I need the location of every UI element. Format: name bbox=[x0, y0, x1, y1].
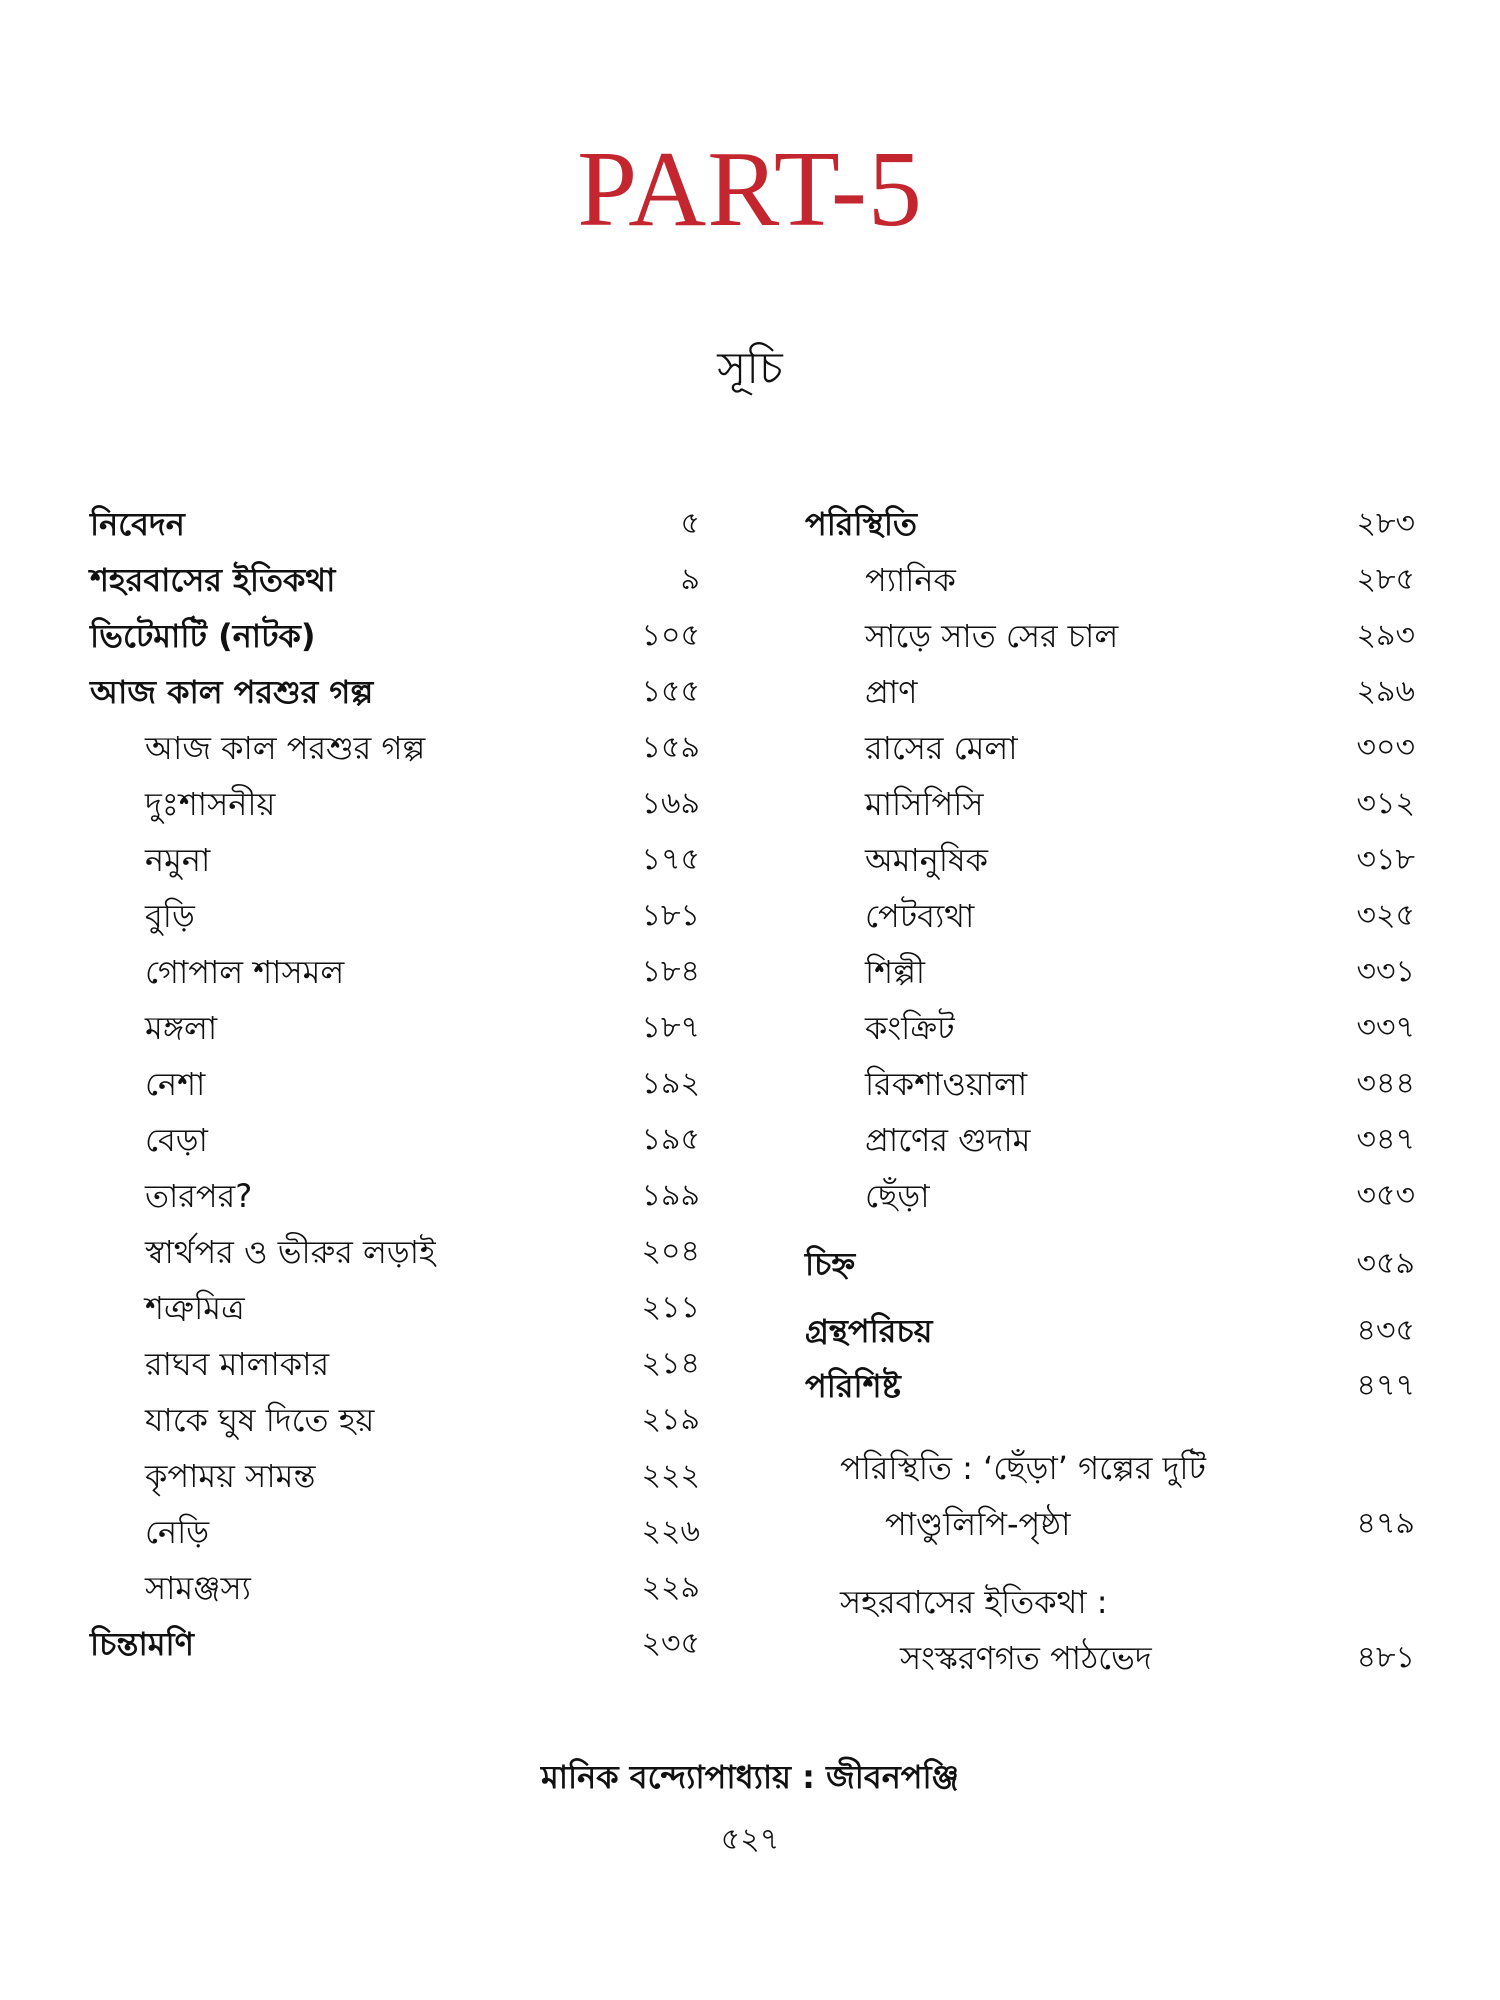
toc-entry-title[interactable]: আজ কাল পরশুর গল্প bbox=[145, 729, 426, 767]
part-title: PART-5 bbox=[577, 130, 923, 249]
toc-entry-page: ২২৬ bbox=[641, 1514, 700, 1549]
toc-entry-title[interactable]: সাড়ে সাত সের চাল bbox=[865, 617, 1119, 655]
toc-entry-page: ২০৪ bbox=[641, 1234, 700, 1269]
toc-entry-title[interactable]: নেশা bbox=[145, 1065, 206, 1103]
toc-entry-title[interactable]: নেড়ি bbox=[145, 1513, 210, 1551]
toc-entry-page: ৩১২ bbox=[1356, 786, 1415, 821]
toc-entry-title[interactable]: নমুনা bbox=[145, 841, 211, 879]
toc-entry-title[interactable]: ভিটেমাটি (নাটক) bbox=[90, 617, 316, 655]
toc-entry-title[interactable]: বুড়ি bbox=[145, 897, 195, 935]
toc-heading: সূচি bbox=[717, 343, 783, 394]
toc-entry-page: ১৮১ bbox=[641, 898, 700, 933]
toc-entry-title[interactable]: সামঞ্জস্য bbox=[145, 1569, 251, 1607]
toc-entry-title[interactable]: রাঘব মালাকার bbox=[145, 1345, 330, 1383]
toc-entry-title[interactable]: কংক্রিট bbox=[865, 1009, 955, 1047]
toc-entry-page: ২১১ bbox=[641, 1290, 700, 1325]
toc-entry-page: ১৫৯ bbox=[641, 730, 700, 765]
toc-entry-page: ২২২ bbox=[641, 1458, 700, 1493]
toc-entry-page: ৪৭৯ bbox=[1356, 1506, 1415, 1541]
toc-entry-page: ১৯৫ bbox=[641, 1122, 700, 1157]
toc-entry-page: ২১৪ bbox=[641, 1346, 700, 1381]
toc-entry-page: ২৮৩ bbox=[1356, 506, 1415, 541]
toc-entry-title[interactable]: পরিশিষ্ট bbox=[805, 1367, 901, 1405]
toc-entry-title[interactable]: প্রাণের গুদাম bbox=[865, 1121, 1031, 1159]
toc-entry-title[interactable]: প্রাণ bbox=[865, 673, 918, 711]
toc-entry-page: ২১৯ bbox=[641, 1402, 700, 1437]
toc-entry-title[interactable]: পাণ্ডুলিপি-পৃষ্ঠা bbox=[885, 1505, 1071, 1543]
toc-entry-title[interactable]: তারপর? bbox=[145, 1177, 253, 1215]
toc-entry-page: ১৬৯ bbox=[641, 786, 700, 821]
toc-entry-title[interactable]: অমানুষিক bbox=[865, 841, 989, 879]
toc-entry-page: ২৯৩ bbox=[1356, 618, 1415, 653]
toc-entry-page: ৩৪৭ bbox=[1356, 1122, 1415, 1157]
toc-entry-page: ১৫৫ bbox=[641, 674, 700, 709]
toc-entry-title[interactable]: শিল্পী bbox=[865, 953, 926, 991]
toc-entry-title[interactable]: পেটব্যথা bbox=[865, 897, 975, 935]
toc-entry-title[interactable]: রাসের মেলা bbox=[865, 729, 1018, 767]
toc-entry-page: ২৯৬ bbox=[1356, 674, 1415, 709]
toc-entry-title[interactable]: নিবেদন bbox=[90, 505, 185, 543]
toc-entry-title[interactable]: ছেঁড়া bbox=[865, 1177, 930, 1215]
toc-entry-title[interactable]: কৃপাময় সামন্ত bbox=[145, 1457, 316, 1495]
toc-entry-title[interactable]: মাসিপিসি bbox=[865, 785, 984, 823]
toc-entry-page: ৩৩১ bbox=[1356, 954, 1415, 989]
toc-entry-page: ৯ bbox=[680, 562, 700, 597]
toc-entry-page: ৪৩৫ bbox=[1356, 1313, 1415, 1348]
toc-entry-title[interactable]: যাকে ঘুষ দিতে হয় bbox=[145, 1401, 375, 1439]
toc-entry-title[interactable]: সহরবাসের ইতিকথা : bbox=[840, 1583, 1108, 1621]
toc-entry-title[interactable]: পরিস্থিতি : ‘ছেঁড়া’ গল্পের দুটি bbox=[840, 1449, 1206, 1487]
toc-entry-title[interactable]: পরিস্থিতি bbox=[805, 505, 917, 543]
toc-entry-page: ১৭৫ bbox=[641, 842, 700, 877]
toc-entry-page: ৪৮১ bbox=[1356, 1640, 1415, 1675]
footer-page-number: ৫২৭ bbox=[720, 1822, 780, 1857]
toc-entry-page: ৩১৮ bbox=[1356, 842, 1415, 877]
toc-entry-title[interactable]: দুঃশাসনীয় bbox=[145, 785, 276, 823]
toc-entry-title[interactable]: সংস্করণগত পাঠভেদ bbox=[900, 1639, 1152, 1677]
toc-entry-page: ৪৭৭ bbox=[1356, 1368, 1415, 1403]
toc-entry-page: ২৮৫ bbox=[1356, 562, 1415, 597]
toc-entry-page: ৩০৩ bbox=[1356, 730, 1415, 765]
toc-entry-title[interactable]: শহরবাসের ইতিকথা bbox=[90, 561, 336, 599]
toc-entry-title[interactable]: গ্রন্থপরিচয় bbox=[805, 1312, 933, 1350]
footer-title[interactable]: মানিক বন্দ্যোপাধ্যায় : জীবনপঞ্জি bbox=[540, 1758, 960, 1796]
toc-entry-page: ৫ bbox=[680, 506, 700, 541]
toc-entry-title[interactable]: শত্রুমিত্র bbox=[145, 1289, 245, 1327]
toc-entry-title[interactable]: মঙ্গলা bbox=[145, 1009, 218, 1047]
toc-entry-page: ১০৫ bbox=[641, 618, 700, 653]
toc-entry-title[interactable]: স্বার্থপর ও ভীরুর লড়াই bbox=[145, 1233, 436, 1271]
toc-entry-page: ১৮৪ bbox=[641, 954, 700, 989]
toc-entry-title[interactable]: রিকশাওয়ালা bbox=[865, 1065, 1028, 1103]
toc-entry-title[interactable]: আজ কাল পরশুর গল্প bbox=[90, 673, 374, 711]
toc-entry-title[interactable]: গোপাল শাসমল bbox=[145, 953, 345, 991]
toc-entry-title[interactable]: প্যানিক bbox=[865, 561, 956, 599]
toc-entry-title[interactable]: বেড়া bbox=[145, 1121, 208, 1159]
toc-entry-page: ৩২৫ bbox=[1356, 898, 1415, 933]
toc-entry-title[interactable]: চিন্তামণি bbox=[90, 1625, 195, 1663]
toc-entry-title[interactable]: চিহ্ন bbox=[805, 1245, 856, 1283]
toc-entry-page: ৩৫৩ bbox=[1356, 1178, 1415, 1213]
toc-entry-page: ২৩৫ bbox=[641, 1626, 700, 1661]
toc-entry-page: ৩৪৪ bbox=[1356, 1066, 1415, 1101]
toc-entry-page: ৩৫৯ bbox=[1356, 1246, 1415, 1281]
toc-entry-page: ১৮৭ bbox=[641, 1010, 700, 1045]
toc-entry-page: ১৯৯ bbox=[641, 1178, 700, 1213]
toc-entry-page: ২২৯ bbox=[641, 1570, 700, 1605]
toc-entry-page: ৩৩৭ bbox=[1356, 1010, 1415, 1045]
toc-entry-page: ১৯২ bbox=[641, 1066, 700, 1101]
